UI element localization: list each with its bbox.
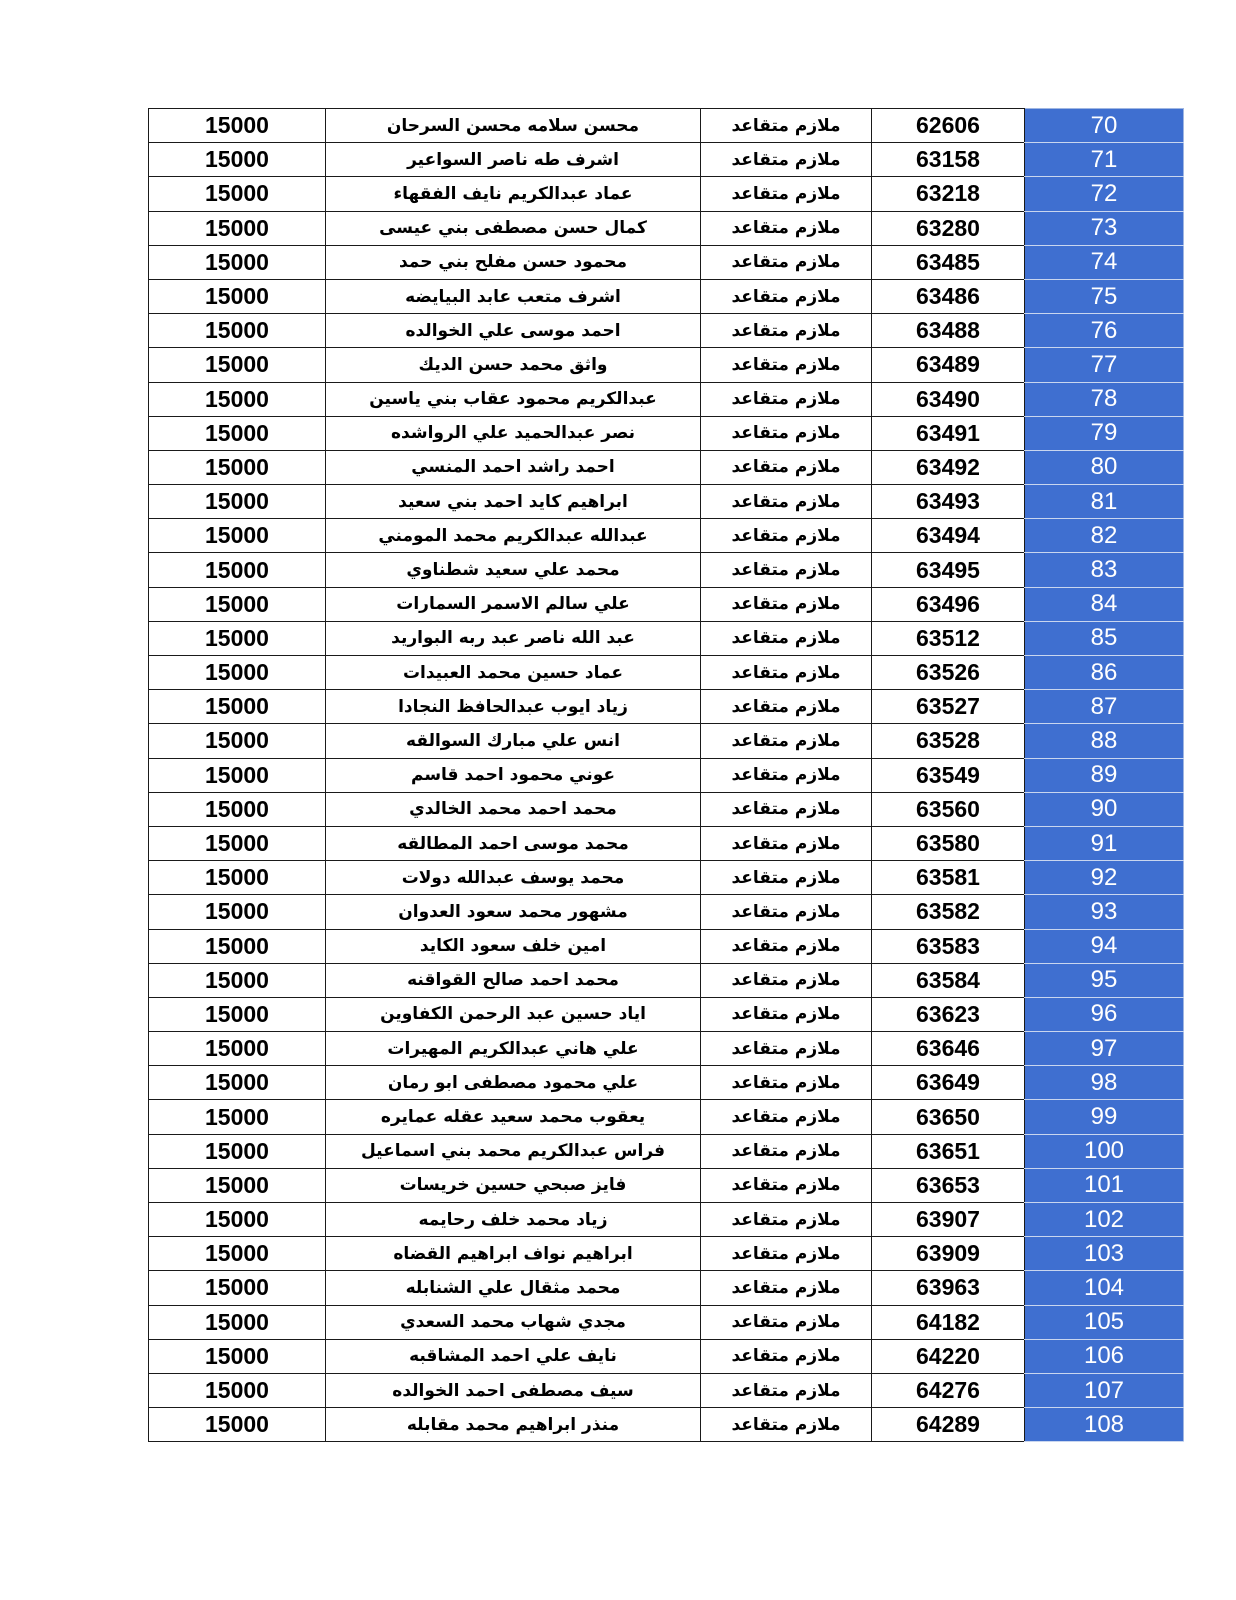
- person-name-cell: منذر ابراهيم محمد مقابله: [326, 1408, 701, 1442]
- table-row: [149, 348, 1184, 382]
- service-number-cell: 63909: [872, 1237, 1025, 1271]
- person-name-cell: احمد راشد احمد المنسي: [326, 450, 701, 484]
- row-index-cell: 103: [1025, 1237, 1184, 1271]
- amount-cell: 15000: [149, 177, 326, 211]
- service-number-cell: 63158: [872, 143, 1025, 177]
- rank-cell: ملازم متقاعد: [701, 450, 872, 484]
- row-index-cell: 87: [1025, 690, 1184, 724]
- table-row: [149, 690, 1184, 724]
- amount-cell: 15000: [149, 1100, 326, 1134]
- row-index-cell: 102: [1025, 1203, 1184, 1237]
- service-number-cell: 63560: [872, 792, 1025, 826]
- row-index-cell: 79: [1025, 416, 1184, 450]
- row-index-cell: 88: [1025, 724, 1184, 758]
- person-name-cell: مجدي شهاب محمد السعدي: [326, 1305, 701, 1339]
- table-row: [149, 416, 1184, 450]
- row-index-cell: 72: [1025, 177, 1184, 211]
- person-name-cell: محمد موسى احمد المطالقه: [326, 826, 701, 860]
- row-index-cell: 96: [1025, 997, 1184, 1031]
- rank-cell: ملازم متقاعد: [701, 1408, 872, 1442]
- amount-cell: 15000: [149, 485, 326, 519]
- amount-cell: 15000: [149, 1237, 326, 1271]
- amount-cell: 15000: [149, 450, 326, 484]
- amount-cell: 15000: [149, 109, 326, 143]
- amount-cell: 15000: [149, 1203, 326, 1237]
- rank-cell: ملازم متقاعد: [701, 1271, 872, 1305]
- rank-cell: ملازم متقاعد: [701, 416, 872, 450]
- service-number-cell: 63549: [872, 758, 1025, 792]
- rank-cell: ملازم متقاعد: [701, 1305, 872, 1339]
- row-index-cell: 108: [1025, 1408, 1184, 1442]
- table-row: [149, 1373, 1184, 1407]
- person-name-cell: محسن سلامه محسن السرحان: [326, 109, 701, 143]
- amount-cell: 15000: [149, 1408, 326, 1442]
- service-number-cell: 63280: [872, 211, 1025, 245]
- person-name-cell: سيف مصطفى احمد الخوالده: [326, 1373, 701, 1407]
- table-row: [149, 519, 1184, 553]
- row-index-cell: 101: [1025, 1168, 1184, 1202]
- rank-cell: ملازم متقاعد: [701, 1066, 872, 1100]
- person-name-cell: واثق محمد حسن الديك: [326, 348, 701, 382]
- amount-cell: 15000: [149, 1032, 326, 1066]
- person-name-cell: انس علي مبارك السوالقه: [326, 724, 701, 758]
- table-row: [149, 758, 1184, 792]
- amount-cell: 15000: [149, 587, 326, 621]
- person-name-cell: محمد مثقال علي الشنابله: [326, 1271, 701, 1305]
- amount-cell: 15000: [149, 348, 326, 382]
- rank-cell: ملازم متقاعد: [701, 177, 872, 211]
- person-name-cell: محمد يوسف عبدالله دولات: [326, 861, 701, 895]
- row-index-cell: 98: [1025, 1066, 1184, 1100]
- rank-cell: ملازم متقاعد: [701, 1168, 872, 1202]
- table-row: [149, 929, 1184, 963]
- rank-cell: ملازم متقاعد: [701, 826, 872, 860]
- table-row: [149, 1339, 1184, 1373]
- rank-cell: ملازم متقاعد: [701, 519, 872, 553]
- person-name-cell: احمد موسى علي الخوالده: [326, 314, 701, 348]
- service-number-cell: 63650: [872, 1100, 1025, 1134]
- row-index-cell: 74: [1025, 245, 1184, 279]
- amount-cell: 15000: [149, 1134, 326, 1168]
- person-name-cell: عماد حسين محمد العبيدات: [326, 656, 701, 690]
- row-index-cell: 97: [1025, 1032, 1184, 1066]
- service-number-cell: 63649: [872, 1066, 1025, 1100]
- person-name-cell: علي محمود مصطفى ابو رمان: [326, 1066, 701, 1100]
- amount-cell: 15000: [149, 314, 326, 348]
- table-row: [149, 1168, 1184, 1202]
- person-name-cell: نايف علي احمد المشاقبه: [326, 1339, 701, 1373]
- table-body: [149, 109, 1184, 1442]
- person-name-cell: محمد احمد محمد الخالدي: [326, 792, 701, 826]
- row-index-cell: 83: [1025, 553, 1184, 587]
- person-name-cell: فراس عبدالكريم محمد بني اسماعيل: [326, 1134, 701, 1168]
- row-index-cell: 84: [1025, 587, 1184, 621]
- rank-cell: ملازم متقاعد: [701, 656, 872, 690]
- rank-cell: ملازم متقاعد: [701, 587, 872, 621]
- amount-cell: 15000: [149, 1066, 326, 1100]
- person-name-cell: نصر عبدالحميد علي الرواشده: [326, 416, 701, 450]
- row-index-cell: 77: [1025, 348, 1184, 382]
- table-row: [149, 314, 1184, 348]
- amount-cell: 15000: [149, 553, 326, 587]
- person-name-cell: ابراهيم كايد احمد بني سعيد: [326, 485, 701, 519]
- rank-cell: ملازم متقاعد: [701, 211, 872, 245]
- service-number-cell: 63494: [872, 519, 1025, 553]
- table-row: [149, 826, 1184, 860]
- rank-cell: ملازم متقاعد: [701, 109, 872, 143]
- table-row: [149, 279, 1184, 313]
- service-number-cell: 63512: [872, 621, 1025, 655]
- person-name-cell: علي هاني عبدالكريم المهيرات: [326, 1032, 701, 1066]
- person-name-cell: محمد علي سعيد شطناوي: [326, 553, 701, 587]
- rank-cell: ملازم متقاعد: [701, 553, 872, 587]
- table-row: [149, 485, 1184, 519]
- row-index-cell: 75: [1025, 279, 1184, 313]
- person-name-cell: فايز صبحي حسين خريسات: [326, 1168, 701, 1202]
- rank-cell: ملازم متقاعد: [701, 1339, 872, 1373]
- person-name-cell: اشرف متعب عابد البيايضه: [326, 279, 701, 313]
- table-row: [149, 895, 1184, 929]
- table-row: [149, 382, 1184, 416]
- service-number-cell: 63218: [872, 177, 1025, 211]
- amount-cell: 15000: [149, 758, 326, 792]
- row-index-cell: 93: [1025, 895, 1184, 929]
- person-name-cell: محمد احمد صالح القواقنه: [326, 963, 701, 997]
- row-index-cell: 89: [1025, 758, 1184, 792]
- table-row: [149, 1066, 1184, 1100]
- row-index-cell: 104: [1025, 1271, 1184, 1305]
- amount-cell: 15000: [149, 792, 326, 826]
- table-row: [149, 1271, 1184, 1305]
- service-number-cell: 63528: [872, 724, 1025, 758]
- amount-cell: 15000: [149, 997, 326, 1031]
- row-index-cell: 99: [1025, 1100, 1184, 1134]
- person-name-cell: محمود حسن مفلح بني حمد: [326, 245, 701, 279]
- person-name-cell: امين خلف سعود الكايد: [326, 929, 701, 963]
- person-name-cell: عماد عبدالكريم نايف الفقهاء: [326, 177, 701, 211]
- person-name-cell: يعقوب محمد سعيد عقله عمايره: [326, 1100, 701, 1134]
- amount-cell: 15000: [149, 895, 326, 929]
- row-index-cell: 78: [1025, 382, 1184, 416]
- rank-cell: ملازم متقاعد: [701, 143, 872, 177]
- table-row: [149, 143, 1184, 177]
- amount-cell: 15000: [149, 211, 326, 245]
- row-index-cell: 85: [1025, 621, 1184, 655]
- person-name-cell: عوني محمود احمد قاسم: [326, 758, 701, 792]
- rank-cell: ملازم متقاعد: [701, 929, 872, 963]
- service-number-cell: 64182: [872, 1305, 1025, 1339]
- service-number-cell: 63581: [872, 861, 1025, 895]
- person-name-cell: اشرف طه ناصر السواعير: [326, 143, 701, 177]
- amount-cell: 15000: [149, 724, 326, 758]
- amount-cell: 15000: [149, 656, 326, 690]
- rank-cell: ملازم متقاعد: [701, 1134, 872, 1168]
- service-number-cell: 63488: [872, 314, 1025, 348]
- amount-cell: 15000: [149, 245, 326, 279]
- row-index-cell: 95: [1025, 963, 1184, 997]
- row-index-cell: 90: [1025, 792, 1184, 826]
- amount-cell: 15000: [149, 621, 326, 655]
- service-number-cell: 63495: [872, 553, 1025, 587]
- service-number-cell: 64276: [872, 1373, 1025, 1407]
- table-row: [149, 792, 1184, 826]
- row-index-cell: 71: [1025, 143, 1184, 177]
- row-index-cell: 80: [1025, 450, 1184, 484]
- row-index-cell: 86: [1025, 656, 1184, 690]
- service-number-cell: 63653: [872, 1168, 1025, 1202]
- table-row: [149, 553, 1184, 587]
- table-row: [149, 245, 1184, 279]
- service-number-cell: 63526: [872, 656, 1025, 690]
- row-index-cell: 106: [1025, 1339, 1184, 1373]
- row-index-cell: 105: [1025, 1305, 1184, 1339]
- amount-cell: 15000: [149, 143, 326, 177]
- service-number-cell: 64220: [872, 1339, 1025, 1373]
- amount-cell: 15000: [149, 1271, 326, 1305]
- amount-cell: 15000: [149, 1339, 326, 1373]
- person-name-cell: عبدالله عبدالكريم محمد المومني: [326, 519, 701, 553]
- row-index-cell: 73: [1025, 211, 1184, 245]
- service-number-cell: 63580: [872, 826, 1025, 860]
- rank-cell: ملازم متقاعد: [701, 861, 872, 895]
- table-row: [149, 450, 1184, 484]
- rank-cell: ملازم متقاعد: [701, 621, 872, 655]
- table-row: [149, 1237, 1184, 1271]
- amount-cell: 15000: [149, 382, 326, 416]
- rank-cell: ملازم متقاعد: [701, 245, 872, 279]
- amount-cell: 15000: [149, 279, 326, 313]
- person-name-cell: عبد الله ناصر عبد ربه البواريد: [326, 621, 701, 655]
- service-number-cell: 62606: [872, 109, 1025, 143]
- row-index-cell: 107: [1025, 1373, 1184, 1407]
- rank-cell: ملازم متقاعد: [701, 1373, 872, 1407]
- rank-cell: ملازم متقاعد: [701, 1203, 872, 1237]
- service-number-cell: 63646: [872, 1032, 1025, 1066]
- amount-cell: 15000: [149, 963, 326, 997]
- rank-cell: ملازم متقاعد: [701, 1100, 872, 1134]
- service-number-cell: 63489: [872, 348, 1025, 382]
- service-number-cell: 63492: [872, 450, 1025, 484]
- service-number-cell: 63963: [872, 1271, 1025, 1305]
- table-row: [149, 1305, 1184, 1339]
- service-number-cell: 63583: [872, 929, 1025, 963]
- rank-cell: ملازم متقاعد: [701, 895, 872, 929]
- amount-cell: 15000: [149, 519, 326, 553]
- service-number-cell: 63623: [872, 997, 1025, 1031]
- amount-cell: 15000: [149, 1168, 326, 1202]
- person-name-cell: ابراهيم نواف ابراهيم القضاه: [326, 1237, 701, 1271]
- row-index-cell: 92: [1025, 861, 1184, 895]
- rank-cell: ملازم متقاعد: [701, 997, 872, 1031]
- amount-cell: 15000: [149, 1305, 326, 1339]
- table-row: [149, 211, 1184, 245]
- amount-cell: 15000: [149, 1373, 326, 1407]
- table-row: [149, 963, 1184, 997]
- table-row: [149, 997, 1184, 1031]
- rank-cell: ملازم متقاعد: [701, 485, 872, 519]
- rank-cell: ملازم متقاعد: [701, 724, 872, 758]
- row-index-cell: 76: [1025, 314, 1184, 348]
- person-name-cell: زياد ايوب عبدالحافظ النجادا: [326, 690, 701, 724]
- table-row: [149, 587, 1184, 621]
- rank-cell: ملازم متقاعد: [701, 348, 872, 382]
- table-row: [149, 1100, 1184, 1134]
- table-row: [149, 861, 1184, 895]
- table-row: [149, 724, 1184, 758]
- amount-cell: 15000: [149, 861, 326, 895]
- amount-cell: 15000: [149, 929, 326, 963]
- person-name-cell: اياد حسين عبد الرحمن الكفاوين: [326, 997, 701, 1031]
- table-row: [149, 621, 1184, 655]
- table-row: [149, 1203, 1184, 1237]
- service-number-cell: 63584: [872, 963, 1025, 997]
- rank-cell: ملازم متقاعد: [701, 792, 872, 826]
- table-row: [149, 1032, 1184, 1066]
- person-name-cell: عبدالكريم محمود عقاب بني ياسين: [326, 382, 701, 416]
- table-row: [149, 1134, 1184, 1168]
- rank-cell: ملازم متقاعد: [701, 690, 872, 724]
- rank-cell: ملازم متقاعد: [701, 963, 872, 997]
- person-name-cell: زياد محمد خلف رحايمه: [326, 1203, 701, 1237]
- rank-cell: ملازم متقاعد: [701, 758, 872, 792]
- row-index-cell: 94: [1025, 929, 1184, 963]
- service-number-cell: 63491: [872, 416, 1025, 450]
- amount-cell: 15000: [149, 416, 326, 450]
- service-number-cell: 63651: [872, 1134, 1025, 1168]
- table-row: [149, 177, 1184, 211]
- person-name-cell: علي سالم الاسمر السمارات: [326, 587, 701, 621]
- row-index-cell: 91: [1025, 826, 1184, 860]
- table-row: [149, 656, 1184, 690]
- row-index-cell: 70: [1025, 109, 1184, 143]
- service-number-cell: 63493: [872, 485, 1025, 519]
- row-index-cell: 81: [1025, 485, 1184, 519]
- service-number-cell: 63527: [872, 690, 1025, 724]
- service-number-cell: 63907: [872, 1203, 1025, 1237]
- person-name-cell: مشهور محمد سعود العدوان: [326, 895, 701, 929]
- service-number-cell: 63490: [872, 382, 1025, 416]
- service-number-cell: 63486: [872, 279, 1025, 313]
- table-row: [149, 1408, 1184, 1442]
- row-index-cell: 82: [1025, 519, 1184, 553]
- service-number-cell: 64289: [872, 1408, 1025, 1442]
- rank-cell: ملازم متقاعد: [701, 279, 872, 313]
- amount-cell: 15000: [149, 690, 326, 724]
- table-row: [149, 109, 1184, 143]
- service-number-cell: 63496: [872, 587, 1025, 621]
- service-number-cell: 63485: [872, 245, 1025, 279]
- service-number-cell: 63582: [872, 895, 1025, 929]
- rank-cell: ملازم متقاعد: [701, 1237, 872, 1271]
- rank-cell: ملازم متقاعد: [701, 1032, 872, 1066]
- retirees-table: [148, 108, 1184, 1442]
- rank-cell: ملازم متقاعد: [701, 314, 872, 348]
- amount-cell: 15000: [149, 826, 326, 860]
- row-index-cell: 100: [1025, 1134, 1184, 1168]
- person-name-cell: كمال حسن مصطفى بني عيسى: [326, 211, 701, 245]
- rank-cell: ملازم متقاعد: [701, 382, 872, 416]
